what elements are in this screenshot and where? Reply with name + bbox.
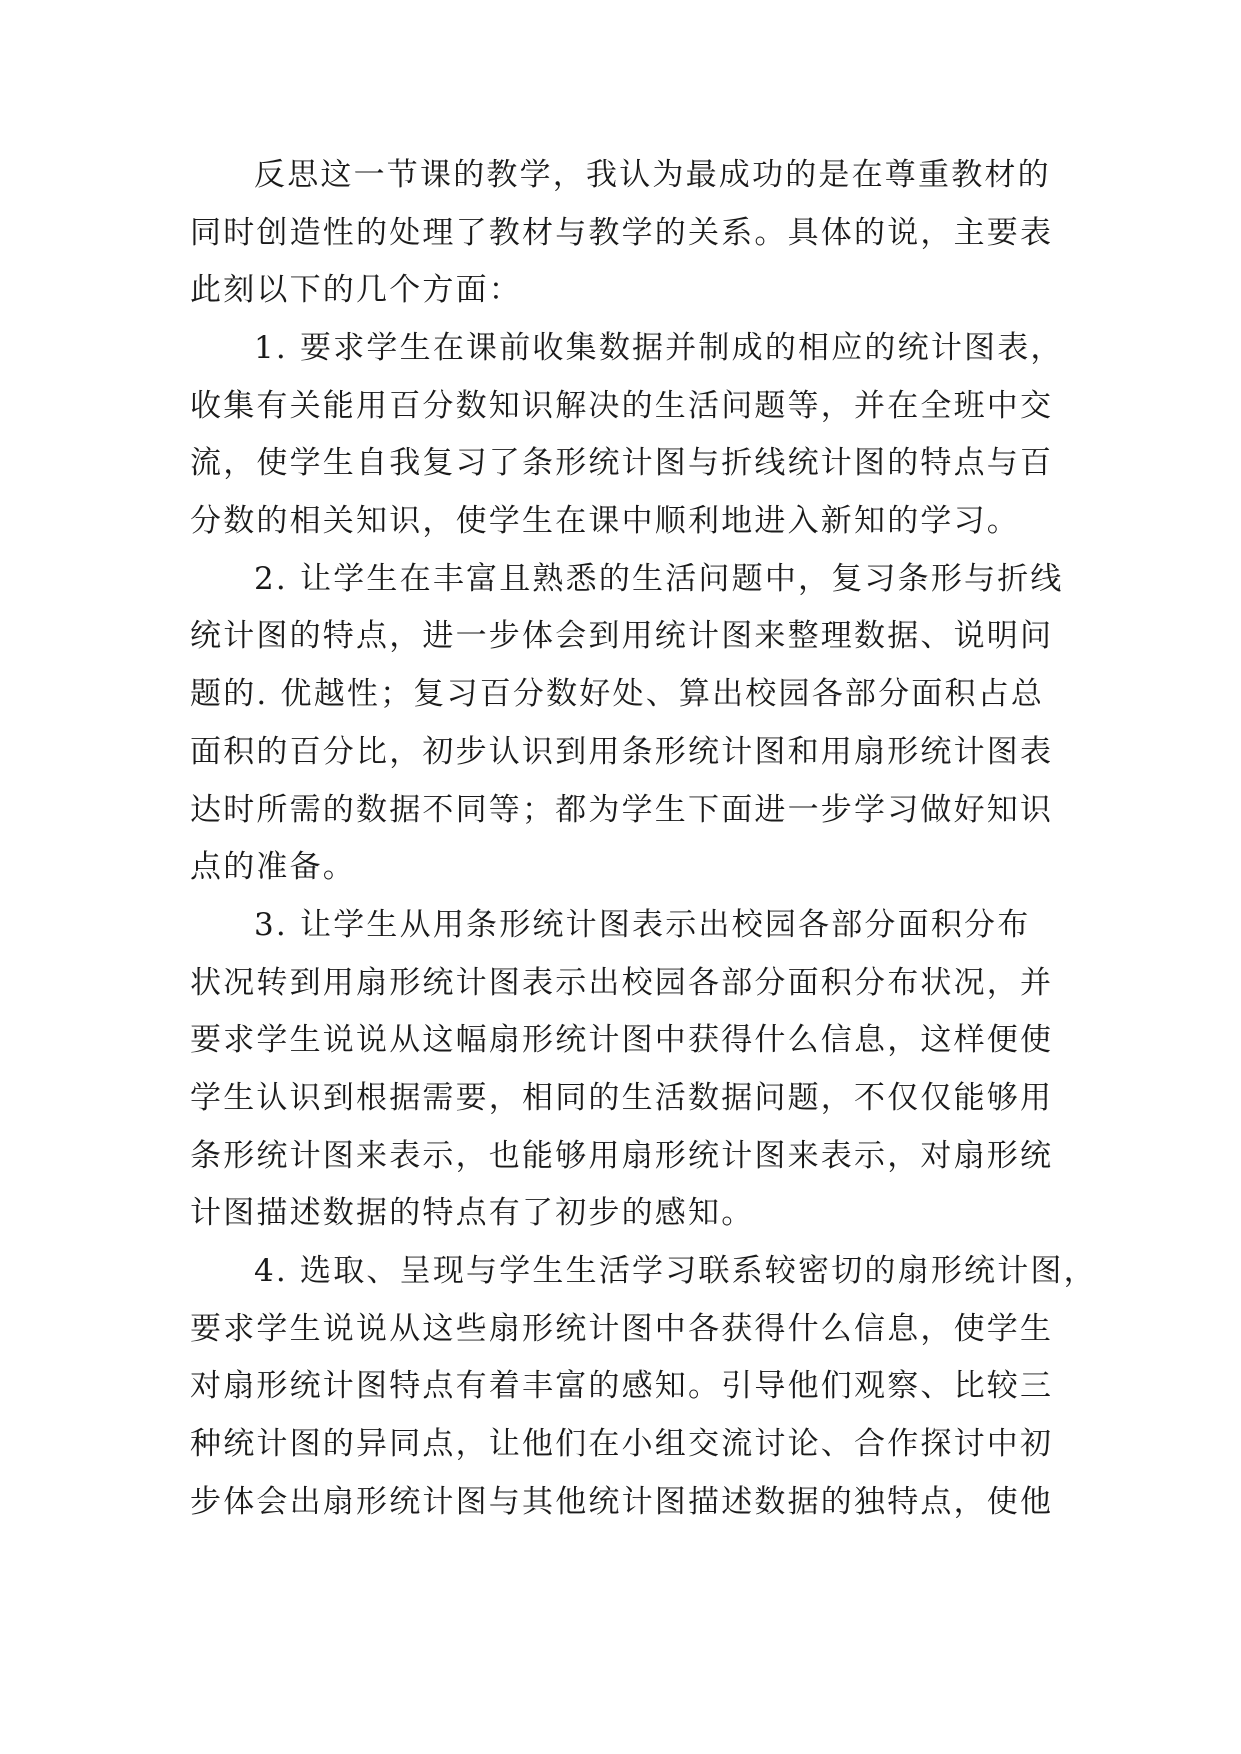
paragraph-intro-line: 此刻以下的几个方面：: [190, 272, 522, 308]
paragraph-point-4-line: 种统计图的异同点，让他们在小组交流讨论、合作探讨中初: [190, 1426, 1054, 1462]
paragraph-point-2-line: 题的. 优越性；复习百分数好处、算出校园各部分面积占总: [190, 676, 1045, 712]
paragraph-point-2-line: 点的准备。: [190, 849, 356, 885]
paragraph-point-4-line: 对扇形统计图特点有着丰富的感知。引导他们观察、比较三: [190, 1368, 1054, 1404]
paragraph-point-2-line: 2. 让学生在丰富且熟悉的生活问题中，复习条形与折线: [254, 561, 1064, 597]
paragraph-point-1-line: 分数的相关知识，使学生在课中顺利地进入新知的学习。: [190, 503, 1020, 539]
paragraph-point-4-line: 4. 选取、呈现与学生生活学习联系较密切的扇形统计图，: [254, 1253, 1097, 1289]
paragraph-point-4-line: 要求学生说说从这些扇形统计图中各获得什么信息，使学生: [190, 1311, 1054, 1347]
paragraph-intro-line: 反思这一节课的教学，我认为最成功的是在尊重教材的: [254, 157, 1051, 193]
paragraph-point-2-line: 面积的百分比，初步认识到用条形统计图和用扇形统计图表: [190, 734, 1054, 770]
paragraph-point-3-line: 要求学生说说从这幅扇形统计图中获得什么信息，这样便使: [190, 1022, 1054, 1058]
paragraph-intro-line: 同时创造性的处理了教材与教学的关系。具体的说，主要表: [190, 215, 1054, 251]
paragraph-point-1-line: 1. 要求学生在课前收集数据并制成的相应的统计图表，: [254, 330, 1064, 366]
paragraph-point-3-line: 条形统计图来表示，也能够用扇形统计图来表示，对扇形统: [190, 1138, 1054, 1174]
paragraph-point-1-line: 流，使学生自我复习了条形统计图与折线统计图的特点与百: [190, 445, 1054, 481]
paragraph-point-3-line: 计图描述数据的特点有了初步的感知。: [190, 1195, 755, 1231]
paragraph-point-3-line: 3. 让学生从用条形统计图表示出校园各部分面积分布: [254, 907, 1031, 943]
paragraph-point-3-line: 学生认识到根据需要，相同的生活数据问题，不仅仅能够用: [190, 1080, 1054, 1116]
paragraph-point-4-line: 步体会出扇形统计图与其他统计图描述数据的独特点，使他: [190, 1484, 1054, 1520]
paragraph-point-1-line: 收集有关能用百分数知识解决的生活问题等，并在全班中交: [190, 388, 1054, 424]
paragraph-point-2-line: 达时所需的数据不同等；都为学生下面进一步学习做好知识: [190, 792, 1054, 828]
paragraph-point-3-line: 状况转到用扇形统计图表示出校园各部分面积分布状况，并: [190, 965, 1054, 1001]
paragraph-point-2-line: 统计图的特点，进一步体会到用统计图来整理数据、说明问: [190, 618, 1054, 654]
